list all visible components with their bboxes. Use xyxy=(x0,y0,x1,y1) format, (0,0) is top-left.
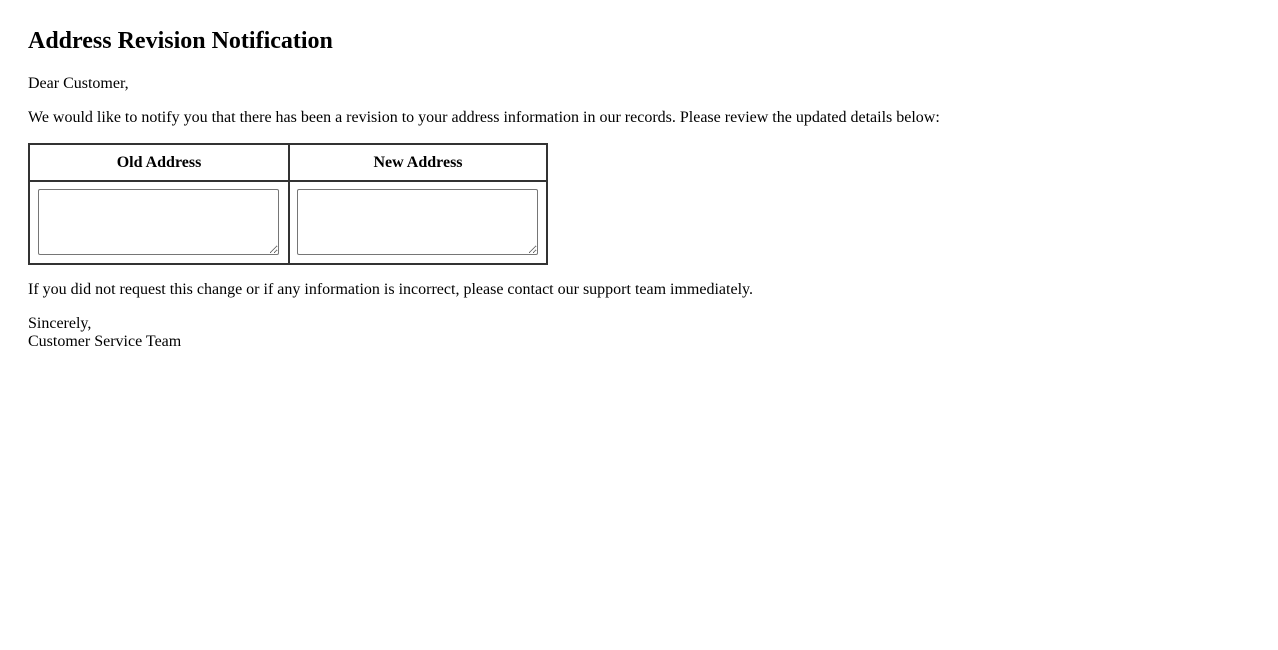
intro-text: We would like to notify you that there has been a revision to your address information in our records. Please review the updated details below: xyxy=(28,109,940,126)
closing-note-text: If you did not request this change or if any information is incorrect, please contact our support team immediately. xyxy=(28,281,753,298)
signoff-text: Sincerely, xyxy=(28,315,92,332)
old-address-textarea[interactable] xyxy=(38,189,279,255)
address-table xyxy=(28,143,548,265)
page-title: Address Revision Notification xyxy=(28,28,333,54)
table-column-divider xyxy=(288,145,290,263)
table-row-divider xyxy=(30,180,546,182)
greeting-text: Dear Customer, xyxy=(28,75,129,92)
old-address-header: Old Address xyxy=(116,154,202,171)
signoff-block xyxy=(28,315,181,351)
new-address-textarea[interactable] xyxy=(297,189,538,255)
new-address-header: New Address xyxy=(373,154,463,171)
signature-text: Customer Service Team xyxy=(28,333,182,350)
